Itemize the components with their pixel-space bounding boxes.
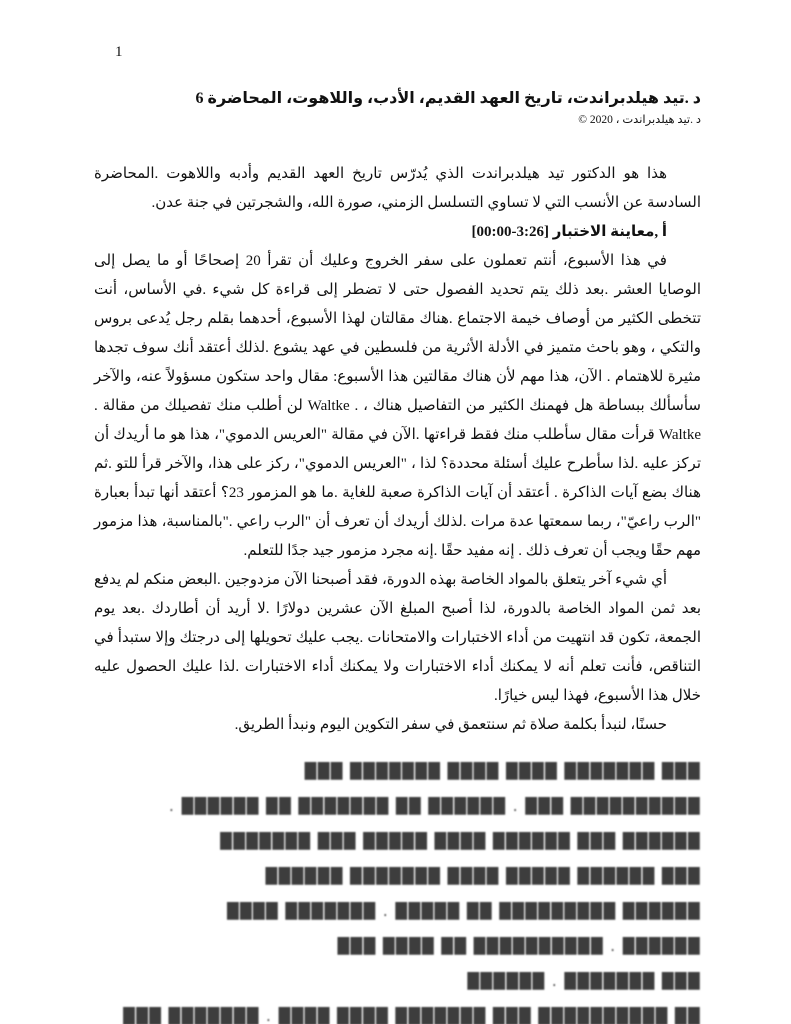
exam-preview-paragraph: في هذا الأسبوع، أنتم تعملون على سفر الخروج وعليك أن تقرأ 20 إصحاحًا أو ما يصل إلى الوصايا العشر .بعد ذلك يتم تحديد الفصول حتى لا تضطر إلى قراءة كل شيء .في الأساس، أنت تتخطى الكثير من أوصاف خيمة الاجتماع .هناك مقالتان لهذا الأسبوع، أحدهما بقلم رجل يُدعى بروس والتكي ، وهو باحث متميز في الأدلة الأثرية من فلسطين في عهد يشوع .لذلك أعتقد أنك سوف تجدها مثيرة للاهتمام . الآن، هذا مهم لأن هناك مقالتين هذا الأسبوع: مقال واحد ستكون مسؤولاً عنه، والآخر سأسألك ببساطة هل فهمنك الكثير من التفاصيل هناك ، . Waltke لن أطلب منك تفصيلك من مقالة . Waltke قرأت مقال سأطلب منك فقط قراءتها .الآن في مقالة "العريس الدموي"، هذا هو ما أريدك أن تركز عليه .لذا سأطرح عليك أسئلة محددة؟ لذا ، "العريس الدموي"، ركز على هذا، والآخر قرأ للتو .ثم هناك بضع آيات الذاكرة . أعتقد أن آيات الذاكرة صعبة للغاية .ما هو المزمور 23؟ أعتقد أنها تبدأ بعبارة "الرب راعيّ"، ربما سمعتها عدة مرات .لذلك أريدك أن تعرف أن "الرب راعي ."بالمناسبة، هذا مزمور مهم حقًا ويجب أن تعرف ذلك . إنه مفيد حقًا .إنه مجرد مزمور جيد جدًا للتعلم. [94, 253, 701, 559]
redacted-text-line: ███ ███████ . ██████ [467, 972, 701, 990]
intro-paragraph: هذا هو الدكتور تيد هيلدبراندت الذي يُدرّس تاريخ العهد القديم وأدبه واللاهوت .المحاضرة السادسة عن الأنسب التي لا تساوي التسلسل الزمني، صورة الله، والشجرتين في جنة عدن. [94, 166, 701, 211]
redacted-text-line: ██████ █████████ ██ █████ . ███████ ████ [226, 902, 701, 920]
document-body [94, 160, 701, 1024]
redacted-text-line: ███ ██████ █████ ████ ███████ ██████ [265, 867, 701, 885]
closing-line: حسنًا، لنبدأ بكلمة صلاة ثم سنتعمق في سفر التكوين اليوم ونبدأ الطريق. [234, 717, 667, 733]
redacted-text-line: ██ ██████████ ███ ███████ ████ ████ . ███████ ███ [123, 1007, 701, 1024]
redacted-text-line: ██████ ███ ██████ ████ █████ ███ ███████ [220, 832, 701, 850]
course-materials-paragraph: أي شيء آخر يتعلق بالمواد الخاصة بهذه الدورة، فقد أصبحنا الآن مزدوجين .البعض منكم لم يدفع بعد ثمن المواد الخاصة بالدورة، لذا أصبح المبلغ الآن عشرين دولارًا .لا أريد أن أطاردك .بعد يوم الجمعة، تكون قد انتهيت من أداء الاختبارات والامتحانات .يجب عليك تحويلها إلى درجتك وإلا ستبدأ في التناقص، فأنت تعلم أنه لا يمكنك أداء الاختبارات ولا يمكنك أداء الاختبارات .لذا عليك الحصول عليه خلال هذا الأسبوع، فهذا ليس خيارًا. [94, 572, 702, 704]
redacted-text-line: ██████ . ██████████ ██ ████ ███ [337, 937, 701, 955]
page-number: 1 [115, 44, 123, 60]
document-content [94, 88, 701, 1024]
section-heading: أ ,معاينة الاختبار [3:26-00:00] [471, 224, 667, 240]
copyright-line: د .تيد هيلدبراندت ، 2020 © [578, 114, 701, 126]
redacted-text-line: ██████████ ███ . ██████ ██ ███████ ██ ██████ . [169, 797, 701, 815]
redacted-text-line: ███ ███████ ████ ████ ███████ ███ [304, 762, 701, 780]
document-title: د .تيد هيلدبراندت، تاريخ العهد القديم، الأدب، واللاهوت، المحاضرة 6 [195, 90, 701, 107]
redacted-block [94, 754, 701, 1024]
